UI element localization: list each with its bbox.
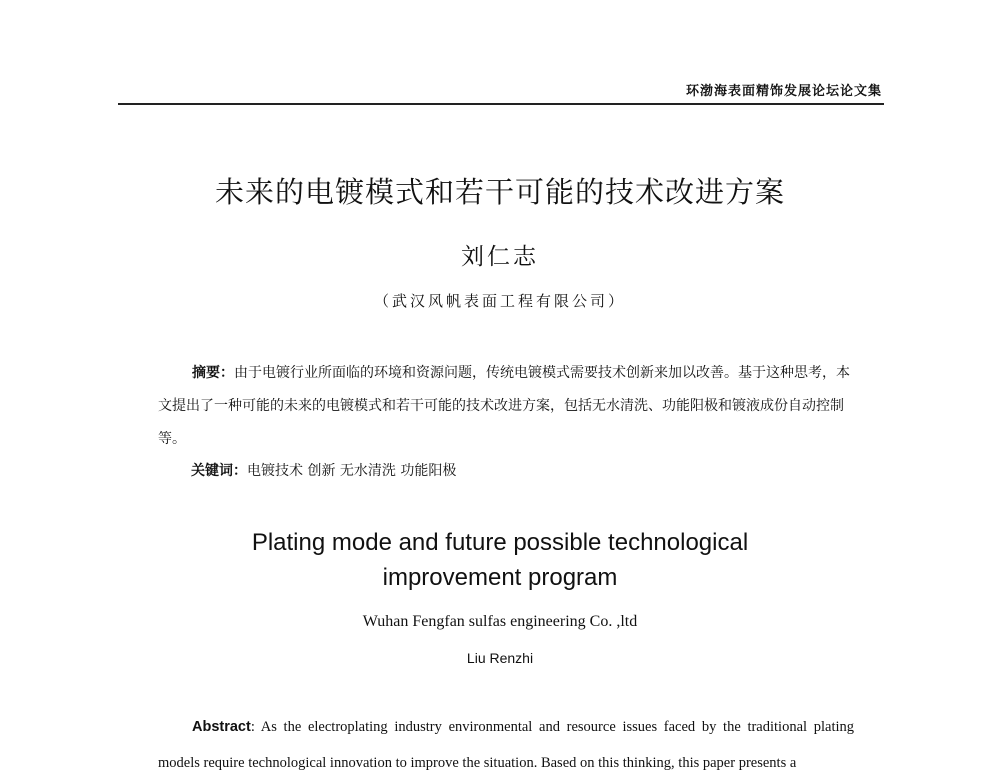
keywords-cn-label: 关键词：: [191, 463, 247, 479]
abstract-en-text: : As the electroplating industry environmental and resource issues faced by the traditional plating models require technological innovation to improve the situation. Based on this thinking, this paper presents a: [158, 719, 854, 771]
paper-title-en: [0, 525, 1000, 595]
keywords-cn: [191, 460, 456, 480]
keywords-cn-text: 电镀技术 创新 无水清洗 功能阳极: [247, 463, 457, 479]
affiliation-en: Wuhan Fengfan sulfas engineering Co. ,ltd: [362, 613, 638, 630]
running-header: 环渤海表面精饰发展论坛论文集: [685, 84, 882, 99]
paper-title-en-line1: Plating mode and future possible technological: [251, 529, 749, 556]
abstract-en: [158, 709, 854, 781]
paper-title-cn: 未来的电镀模式和若干可能的技术改进方案: [214, 175, 785, 209]
abstract-cn: [158, 357, 854, 456]
author-name-cn: 刘仁志: [461, 244, 539, 270]
abstract-cn-text: 由于电镀行业所面临的环境和资源问题，传统电镀模式需要技术创新来加以改善。基于这种思考，本文提出了一种可能的未来的电镀模式和若干可能的技术改进方案，包括无水清洗、功能阳极和镀液成份自动控制等。: [158, 365, 850, 447]
paper-title-en-line2: improvement program: [382, 564, 618, 591]
header-rule: [118, 103, 884, 105]
abstract-cn-label: 摘要：: [192, 365, 234, 381]
author-name-en: Liu Renzhi: [466, 650, 534, 666]
abstract-en-label: Abstract: [192, 719, 251, 735]
affiliation-cn: （武汉风帆表面工程有限公司）: [373, 292, 626, 310]
